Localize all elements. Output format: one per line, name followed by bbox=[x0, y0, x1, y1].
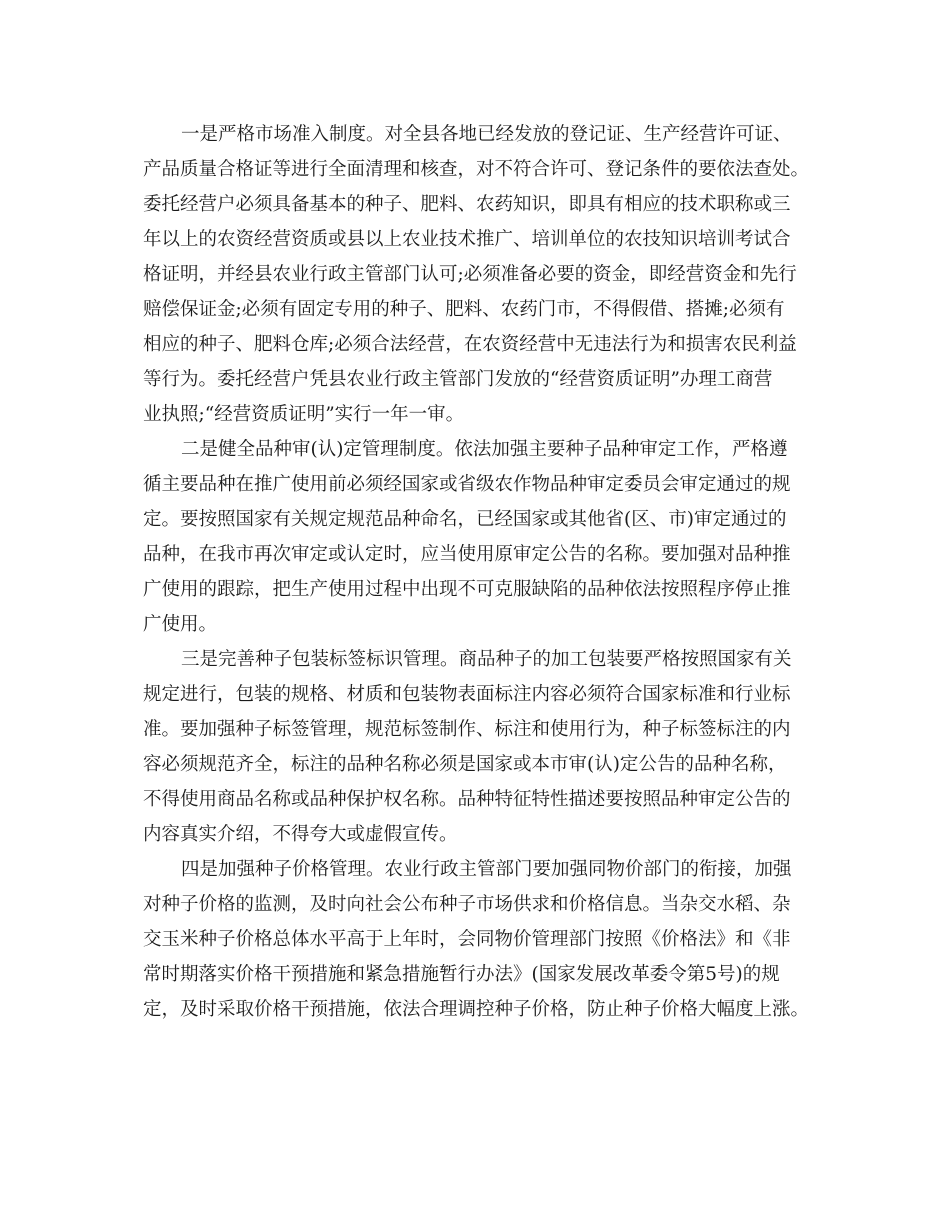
paragraph-line: 品种，在我市再次审定或认定时，应当使用原审定公告的名称。要加强对品种推 bbox=[143, 544, 791, 565]
paragraph-line: 一是严格市场准入制度。对全县各地已经发放的登记证、生产经营许可证、 bbox=[181, 124, 792, 145]
paragraph-line: 常时期落实价格干预措施和紧急措施暂行办法》(国家发展改革委令第5号)的规 bbox=[143, 964, 780, 985]
paragraph-line: 不得使用商品名称或品种保护权名称。品种特征特性描述要按照品种审定公告的 bbox=[143, 789, 791, 810]
paragraph-line: 四是加强种子价格管理。农业行政主管部门要加强同物价部门的衔接，加强 bbox=[181, 859, 792, 880]
paragraph-line: 循主要品种在推广使用前必须经国家或省级农作物品种审定委员会审定通过的规 bbox=[143, 474, 791, 495]
paragraph-line: 广使用的跟踪，把生产使用过程中出现不可克服缺陷的品种依法按照程序停止推 bbox=[143, 579, 791, 600]
paragraph-line: 产品质量合格证等进行全面清理和核查，对不符合许可、登记条件的要依法查处。 bbox=[143, 159, 810, 180]
paragraph-price-management bbox=[143, 852, 835, 1027]
paragraph-line: 广使用。 bbox=[143, 614, 218, 635]
paragraph-line: 格证明，并经县农业行政主管部门认可;必须准备必要的资金，即经营资金和先行 bbox=[143, 264, 797, 285]
paragraph-line: 赔偿保证金;必须有固定专用的种子、肥料、农药门市，不得假借、搭摊;必须有 bbox=[143, 299, 785, 320]
paragraph-line: 委托经营户必须具备基本的种子、肥料、农药知识，即具有相应的技术职称或三 bbox=[143, 194, 791, 215]
paragraph-line: 二是健全品种审(认)定管理制度。依法加强主要种子品种审定工作，严格遵 bbox=[181, 439, 788, 460]
paragraph-line: 交玉米种子价格总体水平高于上年时，会同物价管理部门按照《价格法》和《非 bbox=[143, 929, 791, 950]
paragraph-line: 规定进行，包装的规格、材质和包装物表面标注内容必须符合国家标准和行业标 bbox=[143, 684, 791, 705]
paragraph-market-access bbox=[143, 117, 835, 432]
paragraph-line: 定。要按照国家有关规定规范品种命名，已经国家或其他省(区、市)审定通过的 bbox=[143, 509, 787, 530]
paragraph-line: 三是完善种子包装标签标识管理。商品种子的加工包装要严格按照国家有关 bbox=[181, 649, 792, 670]
paragraph-line: 内容真实介绍，不得夸大或虚假宣传。 bbox=[143, 824, 458, 845]
paragraph-line: 准。要加强种子标签管理，规范标签制作、标注和使用行为，种子标签标注的内 bbox=[143, 719, 791, 740]
paragraph-line: 对种子价格的监测，及时向社会公布种子市场供求和价格信息。当杂交水稻、杂 bbox=[143, 894, 791, 915]
paragraph-line: 业执照;“经营资质证明”实行一年一审。 bbox=[143, 404, 465, 425]
paragraph-variety-approval bbox=[143, 432, 835, 642]
paragraph-line: 容必须规范齐全，标注的品种名称必须是国家或本市审(认)定公告的品种名称， bbox=[143, 754, 787, 775]
paragraph-line: 相应的种子、肥料仓库;必须合法经营，在农资经营中无违法行为和损害农民利益 bbox=[143, 334, 797, 355]
paragraph-line: 年以上的农资经营资质或县以上农业技术推广、培训单位的农技知识培训考试合 bbox=[143, 229, 791, 250]
paragraph-line: 等行为。委托经营户凭县农业行政主管部门发放的“经营资质证明”办理工商营 bbox=[143, 369, 773, 390]
paragraph-line: 定，及时采取价格干预措施，依法合理调控种子价格，防止种子价格大幅度上涨。 bbox=[143, 999, 810, 1020]
paragraph-packaging-labels bbox=[143, 642, 835, 852]
document-body bbox=[143, 117, 835, 1027]
